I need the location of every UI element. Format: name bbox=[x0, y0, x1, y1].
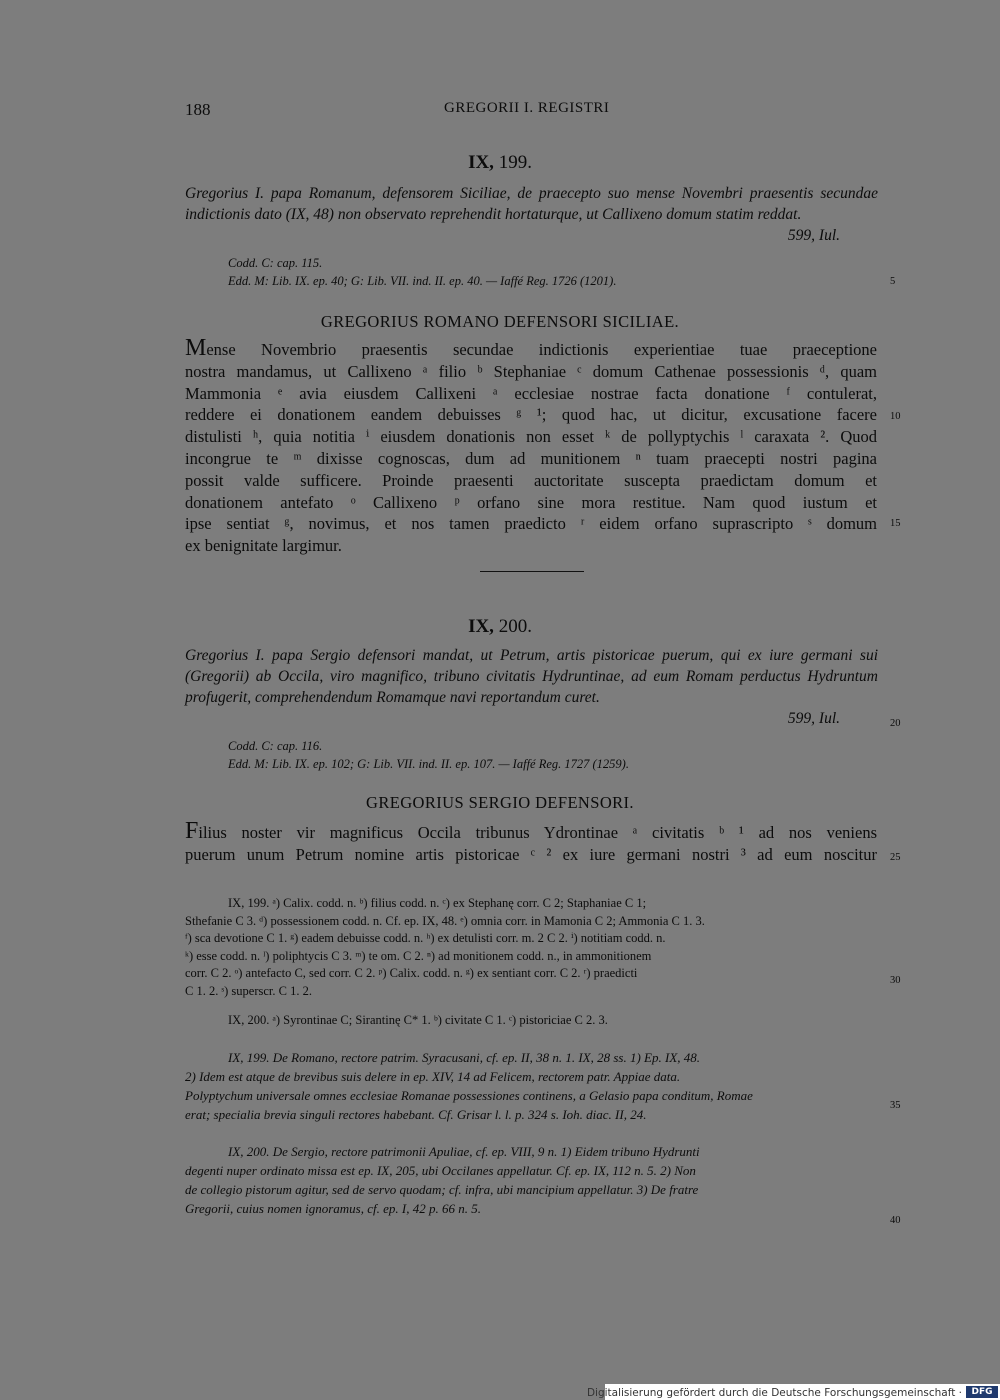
body-line: reddere ei donationem eandem debuisses ᵍ ¹; quod hac, ut dicitur, excusatione facere bbox=[185, 405, 877, 425]
margin-line-number: 35 bbox=[890, 1100, 901, 1111]
section-separator bbox=[480, 571, 584, 572]
letter-199-editions: Edd. M: Lib. IX. ep. 40; G: Lib. VII. ind. II. ep. 40. — Iaffé Reg. 1726 (1201). bbox=[228, 274, 617, 288]
margin-line-number: 15 bbox=[890, 518, 901, 529]
note-line: 2) Idem est atque de brevibus suis delere in ep. XIV, 14 ad Felicem, rectorem patr. Appiae data. bbox=[185, 1069, 681, 1084]
note-line: IX, 200. De Sergio, rectore patrimonii Apuliae, cf. ep. VIII, 9 n. 1) Eidem tribuno Hydrunti bbox=[228, 1144, 700, 1159]
letter-200-codices: Codd. C: cap. 116. bbox=[228, 739, 323, 753]
notes-199 bbox=[185, 1048, 878, 1124]
note-line: degenti nuper ordinato missa est ep. IX, 205, ubi Occilanes appellatur. Cf. ep. IX, 112 n. 5. 2) Non bbox=[185, 1163, 696, 1178]
letter-199-address: GREGORIUS ROMANO DEFENSORI SICILIAE. bbox=[320, 312, 680, 331]
note-line: IX, 199. De Romano, rectore patrim. Syracusani, cf. ep. II, 38 n. 1. IX, 28 ss. 1) Ep. IX, 48. bbox=[228, 1050, 701, 1065]
apparatus-200: IX, 200. ᵃ) Syrontinae C; Sirantinę C* 1. ᵇ) civitate C 1. ᶜ) pistoriciae C 2. 3. bbox=[228, 1013, 608, 1027]
letter-200-summary: Gregorius I. papa Sergio defensori mandat, ut Petrum, artis pistoricae puerum, qui ex iure germani sui (Gregorii) ab Occila, viro magnifico, tribuno civitatis Hydruntinae, ad eum Romam perductus Hydruntum profugerit, comprehendendum Romamque navi reportandum curet. 599, Iul. bbox=[185, 647, 878, 727]
apparatus-line: ᵏ) esse codd. n. ˡ) poliphtycis C 3. ᵐ) te om. C 2. ⁿ) ad monitionem codd. n., in ammonitionem bbox=[185, 948, 652, 963]
apparatus-line: ᶠ) sca devotione C 1. ᵍ) eadem debuisse codd. n. ʰ) ex detulisti corr. m. 2 C 2. ⁱ) notitiam codd. n. bbox=[185, 931, 666, 945]
body-line: nostra mandamus, ut Callixeno ᵃ filio ᵇ Stephaniae ᶜ domum Cathenae possessionis ᵈ, quam bbox=[185, 361, 877, 381]
margin-line-number: 5 bbox=[890, 276, 896, 287]
body-line: Mammonia ᵉ avia eiusdem Callixeni ᵃ ecclesiae nostrae facta donatione ᶠ contulerat, bbox=[185, 383, 877, 403]
margin-line-number: 20 bbox=[890, 718, 901, 729]
notes-200 bbox=[185, 1142, 878, 1218]
note-line: Gregorii, cuius nomen ignoramus, cf. ep. I, 42 p. 66 n. 5. bbox=[185, 1201, 481, 1216]
letter-200-body bbox=[185, 818, 877, 866]
body-line: incongrue te ᵐ dixisse cognoscas, dum ad munitionem ⁿ tuam praecepti nostri pagina bbox=[185, 448, 877, 468]
dfg-logo-icon: DFG bbox=[966, 1386, 998, 1398]
margin-line-number: 40 bbox=[890, 1215, 901, 1226]
letter-199-summary: Gregorius I. papa Romanum, defensorem Siciliae, de praecepto suo mense Novembri praesentis secundae indictionis dato (IX, 48) non observato reprehendit hortaturque, ut Callixeno domum statim reddat. 599, Iul. bbox=[185, 185, 878, 244]
body-line: ex benignitate largimur. bbox=[185, 536, 342, 556]
body-line: ipse sentiat ᵍ, novimus, et nos tamen praedicto ʳ eidem orfano suprascripto ˢ domum bbox=[185, 514, 877, 534]
letter-199-date: 599, Iul. bbox=[787, 227, 840, 244]
apparatus-line: Sthefanie C 3. ᵈ) possessionem codd. n. Cf. ep. IX, 48. ᵉ) omnia corr. in Mamonia C 2; Ammonia C 1. 3. bbox=[185, 913, 705, 928]
margin-line-number: 25 bbox=[890, 852, 901, 863]
letter-200-address: GREGORIUS SERGIO DEFENSORI. bbox=[366, 793, 634, 812]
running-title: GREGORII I. REGISTRI bbox=[444, 100, 610, 116]
margin-line-number: 10 bbox=[890, 411, 901, 422]
initial-letter: F bbox=[185, 818, 199, 844]
letter-200-editions: Edd. M: Lib. IX. ep. 102; G: Lib. VII. ind. II. ep. 107. — Iaffé Reg. 1727 (1259). bbox=[228, 757, 629, 771]
letter-199-number: IX, 199. bbox=[468, 152, 532, 173]
letter-199-body bbox=[185, 335, 877, 557]
body-line: donationem antefato ᵒ Callixeno ᵖ orfano sine mora restitue. Nam quod iustum et bbox=[185, 492, 877, 512]
letter-200-date: 599, Iul. bbox=[787, 710, 840, 727]
note-line: erat; specialia brevia singuli rectores habebant. Cf. Grisar l. l. p. 324 s. Ioh. diac. II, 24. bbox=[185, 1107, 647, 1122]
apparatus-line: C 1. 2. ˢ) superscr. C 1. 2. bbox=[185, 983, 312, 998]
note-line: Polyptychum universale omnes ecclesiae Romanae possessiones continens, a Gelasio papa conditum, Romae bbox=[185, 1088, 753, 1103]
initial-letter: M bbox=[185, 335, 207, 361]
footer-credit: Digitalisierung gefördert durch die Deutsche Forschungsgemeinschaft · bbox=[586, 1387, 962, 1399]
body-line: possit valde sufficere. Proinde praesenti auctoritate suscepta praedictam domum et bbox=[185, 470, 877, 490]
body-line: puerum unum Petrum nomine artis pistoricae ᶜ ² ex iure germani nostri ³ ad eum noscitur bbox=[185, 844, 877, 864]
note-line: de collegio pistorum agitur, sed de servo quodam; cf. infra, ubi mancipium appellatur. 3) De fratre bbox=[185, 1182, 699, 1197]
apparatus-line: corr. C 2. ᵒ) antefacto C, sed corr. C 2. ᵖ) Calix. codd. n. ᵍ) ex sentiant corr. C 2. ʳ) praedicti bbox=[185, 966, 638, 980]
body-line: Filius noster vir magnificus Occila tribunus Ydrontinae ᵃ civitatis ᵇ ¹ ad nos veniens bbox=[185, 818, 877, 844]
body-line: Mense Novembrio praesentis secundae indictionis experientiae tuae praeceptione bbox=[185, 335, 877, 361]
letter-199-codices: Codd. C: cap. 115. bbox=[228, 256, 323, 270]
apparatus-line: IX, 199. ᵃ) Calix. codd. n. ᵇ) filius codd. n. ᶜ) ex Stephanę corr. C 2; Staphaniae C 1; bbox=[228, 896, 647, 910]
margin-line-number: 30 bbox=[890, 975, 901, 986]
apparatus-199 bbox=[185, 895, 878, 1000]
body-line: distulisti ʰ, quia notitia ⁱ eiusdem donationis non esset ᵏ de pollyptychis ˡ caraxata ². Quod bbox=[185, 427, 877, 447]
page-number: 188 bbox=[185, 100, 211, 119]
letter-200-number: IX, 200. bbox=[468, 616, 532, 637]
